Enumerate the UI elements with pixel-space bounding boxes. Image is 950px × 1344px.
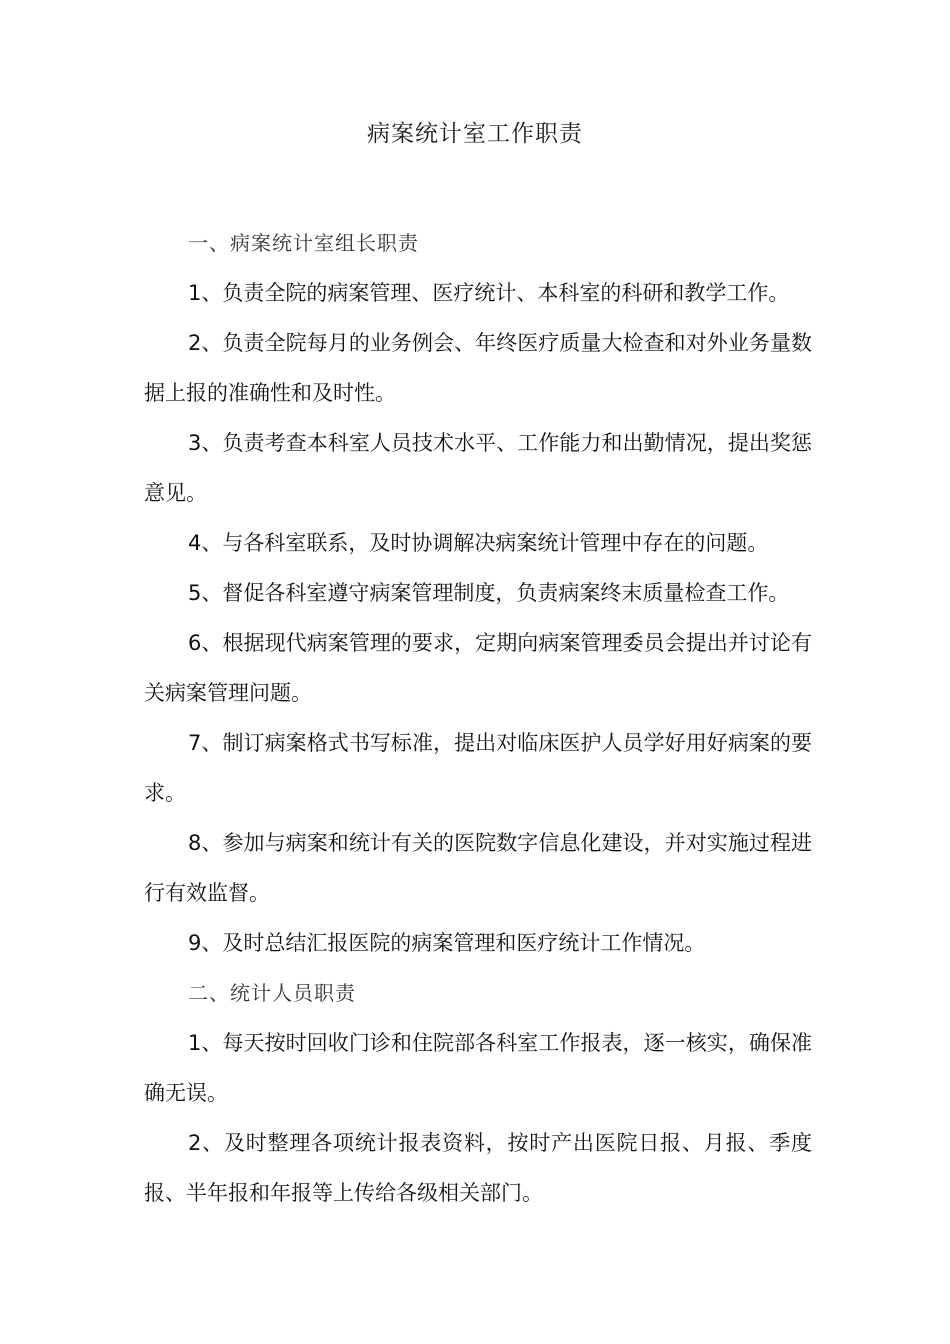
section-heading-1: 一、病案统计室组长职责 — [188, 231, 419, 255]
duty-item-1-4: 4、与各科室联系，及时协调解决病案统计管理中存在的问题。 — [188, 531, 769, 555]
duty-item-1-9: 9、及时总结汇报医院的病案管理和医疗统计工作情况。 — [188, 931, 706, 955]
document-body — [144, 218, 812, 1218]
duty-item-1-3: 3、负责考查本科室人员技术水平、工作能力和出勤情况，提出奖惩意见。 — [144, 431, 812, 505]
duty-item-1-2: 2、负责全院每月的业务例会、年终医疗质量大检查和对外业务量数据上报的准确性和及时性。 — [144, 331, 812, 405]
section-heading-2: 二、统计人员职责 — [188, 981, 356, 1005]
document-title: 病案统计室工作职责 — [367, 121, 583, 147]
duty-item-1-8: 8、参加与病案和统计有关的医院数字信息化建设，并对实施过程进行有效监督。 — [144, 831, 812, 905]
duty-item-2-2: 2、及时整理各项统计报表资料，按时产出医院日报、月报、季度报、半年报和年报等上传给各级相关部门。 — [144, 1131, 812, 1205]
duty-item-1-5: 5、督促各科室遵守病案管理制度，负责病案终末质量检查工作。 — [188, 581, 790, 605]
duty-item-1-6: 6、根据现代病案管理的要求，定期向病案管理委员会提出并讨论有关病案管理问题。 — [144, 631, 812, 705]
duty-item-2-1: 1、每天按时回收门诊和住院部各科室工作报表，逐一核实，确保准确无误。 — [144, 1031, 812, 1105]
duty-item-1-1: 1、负责全院的病案管理、医疗统计、本科室的科研和教学工作。 — [188, 281, 790, 305]
duty-item-1-7: 7、制订病案格式书写标准，提出对临床医护人员学好用好病案的要求。 — [144, 731, 812, 805]
